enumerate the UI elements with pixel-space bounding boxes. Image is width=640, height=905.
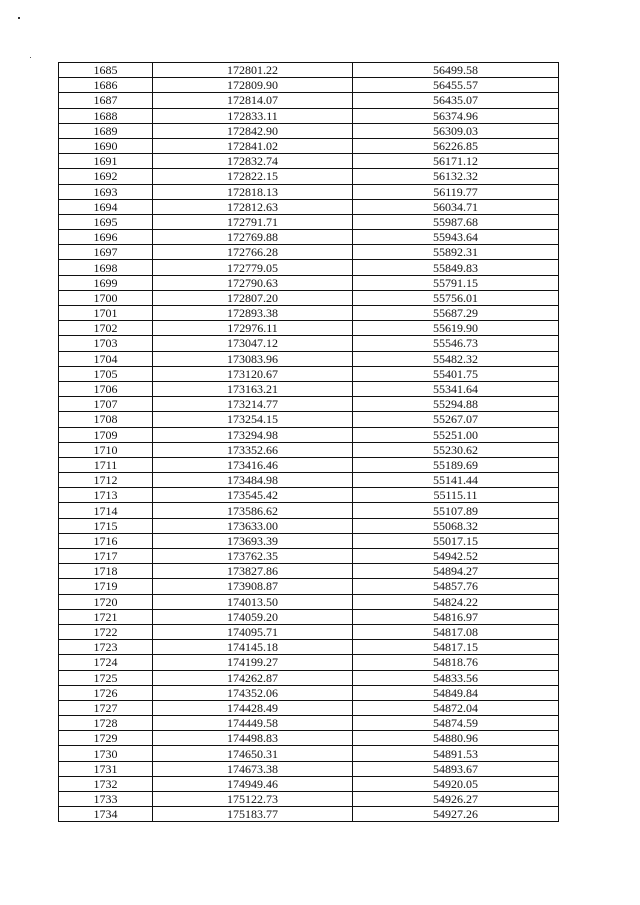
x-coordinate-cell: 173214.77 — [153, 397, 353, 412]
table-row — [59, 746, 559, 761]
table-row — [59, 412, 559, 427]
y-coordinate-cell: 54824.22 — [353, 594, 559, 609]
y-coordinate-cell: 54920.05 — [353, 776, 559, 791]
x-coordinate-cell: 174949.46 — [153, 776, 353, 791]
y-coordinate-cell: 56034.71 — [353, 199, 559, 214]
x-coordinate-cell: 174262.87 — [153, 670, 353, 685]
y-coordinate-cell: 54891.53 — [353, 746, 559, 761]
y-coordinate-cell: 54816.97 — [353, 609, 559, 624]
point-number-cell: 1718 — [59, 564, 153, 579]
y-coordinate-cell: 55251.00 — [353, 427, 559, 442]
y-coordinate-cell: 55189.69 — [353, 457, 559, 472]
y-coordinate-cell: 54893.67 — [353, 761, 559, 776]
point-number-cell: 1702 — [59, 321, 153, 336]
x-coordinate-cell: 172807.20 — [153, 290, 353, 305]
y-coordinate-cell: 55849.83 — [353, 260, 559, 275]
point-number-cell: 1688 — [59, 108, 153, 123]
point-number-cell: 1729 — [59, 731, 153, 746]
point-number-cell: 1706 — [59, 381, 153, 396]
x-coordinate-cell: 172841.02 — [153, 138, 353, 153]
point-number-cell: 1720 — [59, 594, 153, 609]
y-coordinate-cell: 54818.76 — [353, 655, 559, 670]
y-coordinate-cell: 54894.27 — [353, 564, 559, 579]
table-row — [59, 731, 559, 746]
x-coordinate-cell: 173254.15 — [153, 412, 353, 427]
y-coordinate-cell: 56119.77 — [353, 184, 559, 199]
x-coordinate-cell: 173693.39 — [153, 533, 353, 548]
y-coordinate-cell: 54880.96 — [353, 731, 559, 746]
point-number-cell: 1712 — [59, 473, 153, 488]
y-coordinate-cell: 56499.58 — [353, 63, 559, 78]
x-coordinate-cell: 172818.13 — [153, 184, 353, 199]
point-number-cell: 1731 — [59, 761, 153, 776]
coordinate-table-body — [59, 63, 559, 822]
x-coordinate-cell: 172976.11 — [153, 321, 353, 336]
y-coordinate-cell: 55619.90 — [353, 321, 559, 336]
x-coordinate-cell: 172842.90 — [153, 123, 353, 138]
point-number-cell: 1699 — [59, 275, 153, 290]
x-coordinate-cell: 174650.31 — [153, 746, 353, 761]
y-coordinate-cell: 55756.01 — [353, 290, 559, 305]
x-coordinate-cell: 173908.87 — [153, 579, 353, 594]
table-row — [59, 503, 559, 518]
y-coordinate-cell: 55294.88 — [353, 397, 559, 412]
point-number-cell: 1690 — [59, 138, 153, 153]
point-number-cell: 1696 — [59, 230, 153, 245]
x-coordinate-cell: 172801.22 — [153, 63, 353, 78]
x-coordinate-cell: 174059.20 — [153, 609, 353, 624]
table-row — [59, 351, 559, 366]
point-number-cell: 1694 — [59, 199, 153, 214]
table-row — [59, 93, 559, 108]
x-coordinate-cell: 174199.27 — [153, 655, 353, 670]
table-row — [59, 427, 559, 442]
point-number-cell: 1704 — [59, 351, 153, 366]
table-row — [59, 108, 559, 123]
point-number-cell: 1711 — [59, 457, 153, 472]
y-coordinate-cell: 54817.08 — [353, 624, 559, 639]
table-row — [59, 169, 559, 184]
x-coordinate-cell: 173120.67 — [153, 366, 353, 381]
y-coordinate-cell: 54872.04 — [353, 700, 559, 715]
point-number-cell: 1732 — [59, 776, 153, 791]
x-coordinate-cell: 174498.83 — [153, 731, 353, 746]
point-number-cell: 1714 — [59, 503, 153, 518]
y-coordinate-cell: 56171.12 — [353, 154, 559, 169]
table-row — [59, 78, 559, 93]
table-row — [59, 457, 559, 472]
x-coordinate-cell: 172822.15 — [153, 169, 353, 184]
x-coordinate-cell: 173163.21 — [153, 381, 353, 396]
y-coordinate-cell: 55482.32 — [353, 351, 559, 366]
point-number-cell: 1698 — [59, 260, 153, 275]
table-row — [59, 640, 559, 655]
x-coordinate-cell: 174428.49 — [153, 700, 353, 715]
point-number-cell: 1685 — [59, 63, 153, 78]
table-row — [59, 716, 559, 731]
y-coordinate-cell: 56435.07 — [353, 93, 559, 108]
table-row — [59, 533, 559, 548]
x-coordinate-cell: 174449.58 — [153, 716, 353, 731]
x-coordinate-cell: 173586.62 — [153, 503, 353, 518]
scan-speck — [18, 17, 20, 19]
y-coordinate-cell: 55892.31 — [353, 245, 559, 260]
table-row — [59, 518, 559, 533]
y-coordinate-cell: 55115.11 — [353, 488, 559, 503]
point-number-cell: 1730 — [59, 746, 153, 761]
x-coordinate-cell: 172812.63 — [153, 199, 353, 214]
y-coordinate-cell: 54817.15 — [353, 640, 559, 655]
x-coordinate-cell: 172832.74 — [153, 154, 353, 169]
table-row — [59, 776, 559, 791]
y-coordinate-cell: 56132.32 — [353, 169, 559, 184]
point-number-cell: 1725 — [59, 670, 153, 685]
y-coordinate-cell: 56226.85 — [353, 138, 559, 153]
y-coordinate-cell: 55687.29 — [353, 306, 559, 321]
x-coordinate-cell: 172814.07 — [153, 93, 353, 108]
x-coordinate-cell: 172766.28 — [153, 245, 353, 260]
y-coordinate-cell: 54833.56 — [353, 670, 559, 685]
y-coordinate-cell: 54942.52 — [353, 549, 559, 564]
table-row — [59, 199, 559, 214]
y-coordinate-cell: 54927.26 — [353, 807, 559, 822]
point-number-cell: 1691 — [59, 154, 153, 169]
x-coordinate-cell: 173083.96 — [153, 351, 353, 366]
table-row — [59, 184, 559, 199]
point-number-cell: 1716 — [59, 533, 153, 548]
y-coordinate-cell: 55267.07 — [353, 412, 559, 427]
point-number-cell: 1713 — [59, 488, 153, 503]
point-number-cell: 1717 — [59, 549, 153, 564]
x-coordinate-cell: 173294.98 — [153, 427, 353, 442]
table-row — [59, 700, 559, 715]
table-row — [59, 488, 559, 503]
x-coordinate-cell: 172893.38 — [153, 306, 353, 321]
point-number-cell: 1703 — [59, 336, 153, 351]
point-number-cell: 1692 — [59, 169, 153, 184]
point-number-cell: 1727 — [59, 700, 153, 715]
point-number-cell: 1723 — [59, 640, 153, 655]
x-coordinate-cell: 173827.86 — [153, 564, 353, 579]
x-coordinate-cell: 172809.90 — [153, 78, 353, 93]
y-coordinate-cell: 54849.84 — [353, 685, 559, 700]
coordinate-table — [58, 62, 559, 822]
x-coordinate-cell: 172790.63 — [153, 275, 353, 290]
x-coordinate-cell: 174673.38 — [153, 761, 353, 776]
x-coordinate-cell: 172779.05 — [153, 260, 353, 275]
point-number-cell: 1726 — [59, 685, 153, 700]
table-row — [59, 154, 559, 169]
y-coordinate-cell: 54926.27 — [353, 792, 559, 807]
point-number-cell: 1734 — [59, 807, 153, 822]
x-coordinate-cell: 173416.46 — [153, 457, 353, 472]
table-row — [59, 609, 559, 624]
table-row — [59, 290, 559, 305]
x-coordinate-cell: 174352.06 — [153, 685, 353, 700]
y-coordinate-cell: 55943.64 — [353, 230, 559, 245]
y-coordinate-cell: 55107.89 — [353, 503, 559, 518]
table-row — [59, 579, 559, 594]
table-row — [59, 624, 559, 639]
table-row — [59, 138, 559, 153]
point-number-cell: 1728 — [59, 716, 153, 731]
point-number-cell: 1724 — [59, 655, 153, 670]
x-coordinate-cell: 173352.66 — [153, 442, 353, 457]
x-coordinate-cell: 174145.18 — [153, 640, 353, 655]
table-row — [59, 594, 559, 609]
point-number-cell: 1708 — [59, 412, 153, 427]
y-coordinate-cell: 55230.62 — [353, 442, 559, 457]
x-coordinate-cell: 173633.00 — [153, 518, 353, 533]
x-coordinate-cell: 174095.71 — [153, 624, 353, 639]
point-number-cell: 1722 — [59, 624, 153, 639]
table-row — [59, 230, 559, 245]
point-number-cell: 1715 — [59, 518, 153, 533]
x-coordinate-cell: 172769.88 — [153, 230, 353, 245]
table-row — [59, 685, 559, 700]
table-row — [59, 123, 559, 138]
x-coordinate-cell: 172833.11 — [153, 108, 353, 123]
point-number-cell: 1693 — [59, 184, 153, 199]
point-number-cell: 1710 — [59, 442, 153, 457]
point-number-cell: 1695 — [59, 214, 153, 229]
x-coordinate-cell: 173047.12 — [153, 336, 353, 351]
table-row — [59, 381, 559, 396]
table-row — [59, 792, 559, 807]
table-row — [59, 63, 559, 78]
table-row — [59, 549, 559, 564]
x-coordinate-cell: 173545.42 — [153, 488, 353, 503]
point-number-cell: 1707 — [59, 397, 153, 412]
point-number-cell: 1705 — [59, 366, 153, 381]
y-coordinate-cell: 55987.68 — [353, 214, 559, 229]
y-coordinate-cell: 55791.15 — [353, 275, 559, 290]
table-row — [59, 761, 559, 776]
y-coordinate-cell: 55017.15 — [353, 533, 559, 548]
point-number-cell: 1700 — [59, 290, 153, 305]
table-row — [59, 366, 559, 381]
y-coordinate-cell: 55341.64 — [353, 381, 559, 396]
point-number-cell: 1697 — [59, 245, 153, 260]
table-row — [59, 442, 559, 457]
x-coordinate-cell: 175183.77 — [153, 807, 353, 822]
point-number-cell: 1687 — [59, 93, 153, 108]
point-number-cell: 1733 — [59, 792, 153, 807]
point-number-cell: 1721 — [59, 609, 153, 624]
y-coordinate-cell: 55401.75 — [353, 366, 559, 381]
table-row — [59, 306, 559, 321]
point-number-cell: 1719 — [59, 579, 153, 594]
y-coordinate-cell: 55068.32 — [353, 518, 559, 533]
point-number-cell: 1709 — [59, 427, 153, 442]
x-coordinate-cell: 173484.98 — [153, 473, 353, 488]
table-row — [59, 473, 559, 488]
y-coordinate-cell: 56374.96 — [353, 108, 559, 123]
x-coordinate-cell: 174013.50 — [153, 594, 353, 609]
x-coordinate-cell: 175122.73 — [153, 792, 353, 807]
table-row — [59, 336, 559, 351]
y-coordinate-cell: 55546.73 — [353, 336, 559, 351]
table-row — [59, 214, 559, 229]
y-coordinate-cell: 55141.44 — [353, 473, 559, 488]
scan-speck — [30, 57, 31, 58]
y-coordinate-cell: 54874.59 — [353, 716, 559, 731]
table-row — [59, 275, 559, 290]
y-coordinate-cell: 56455.57 — [353, 78, 559, 93]
table-row — [59, 245, 559, 260]
x-coordinate-cell: 172791.71 — [153, 214, 353, 229]
table-row — [59, 321, 559, 336]
table-row — [59, 655, 559, 670]
table-row — [59, 397, 559, 412]
table-row — [59, 564, 559, 579]
x-coordinate-cell: 173762.35 — [153, 549, 353, 564]
point-number-cell: 1701 — [59, 306, 153, 321]
table-row — [59, 260, 559, 275]
table-row — [59, 807, 559, 822]
point-number-cell: 1686 — [59, 78, 153, 93]
y-coordinate-cell: 56309.03 — [353, 123, 559, 138]
y-coordinate-cell: 54857.76 — [353, 579, 559, 594]
table-row — [59, 670, 559, 685]
point-number-cell: 1689 — [59, 123, 153, 138]
